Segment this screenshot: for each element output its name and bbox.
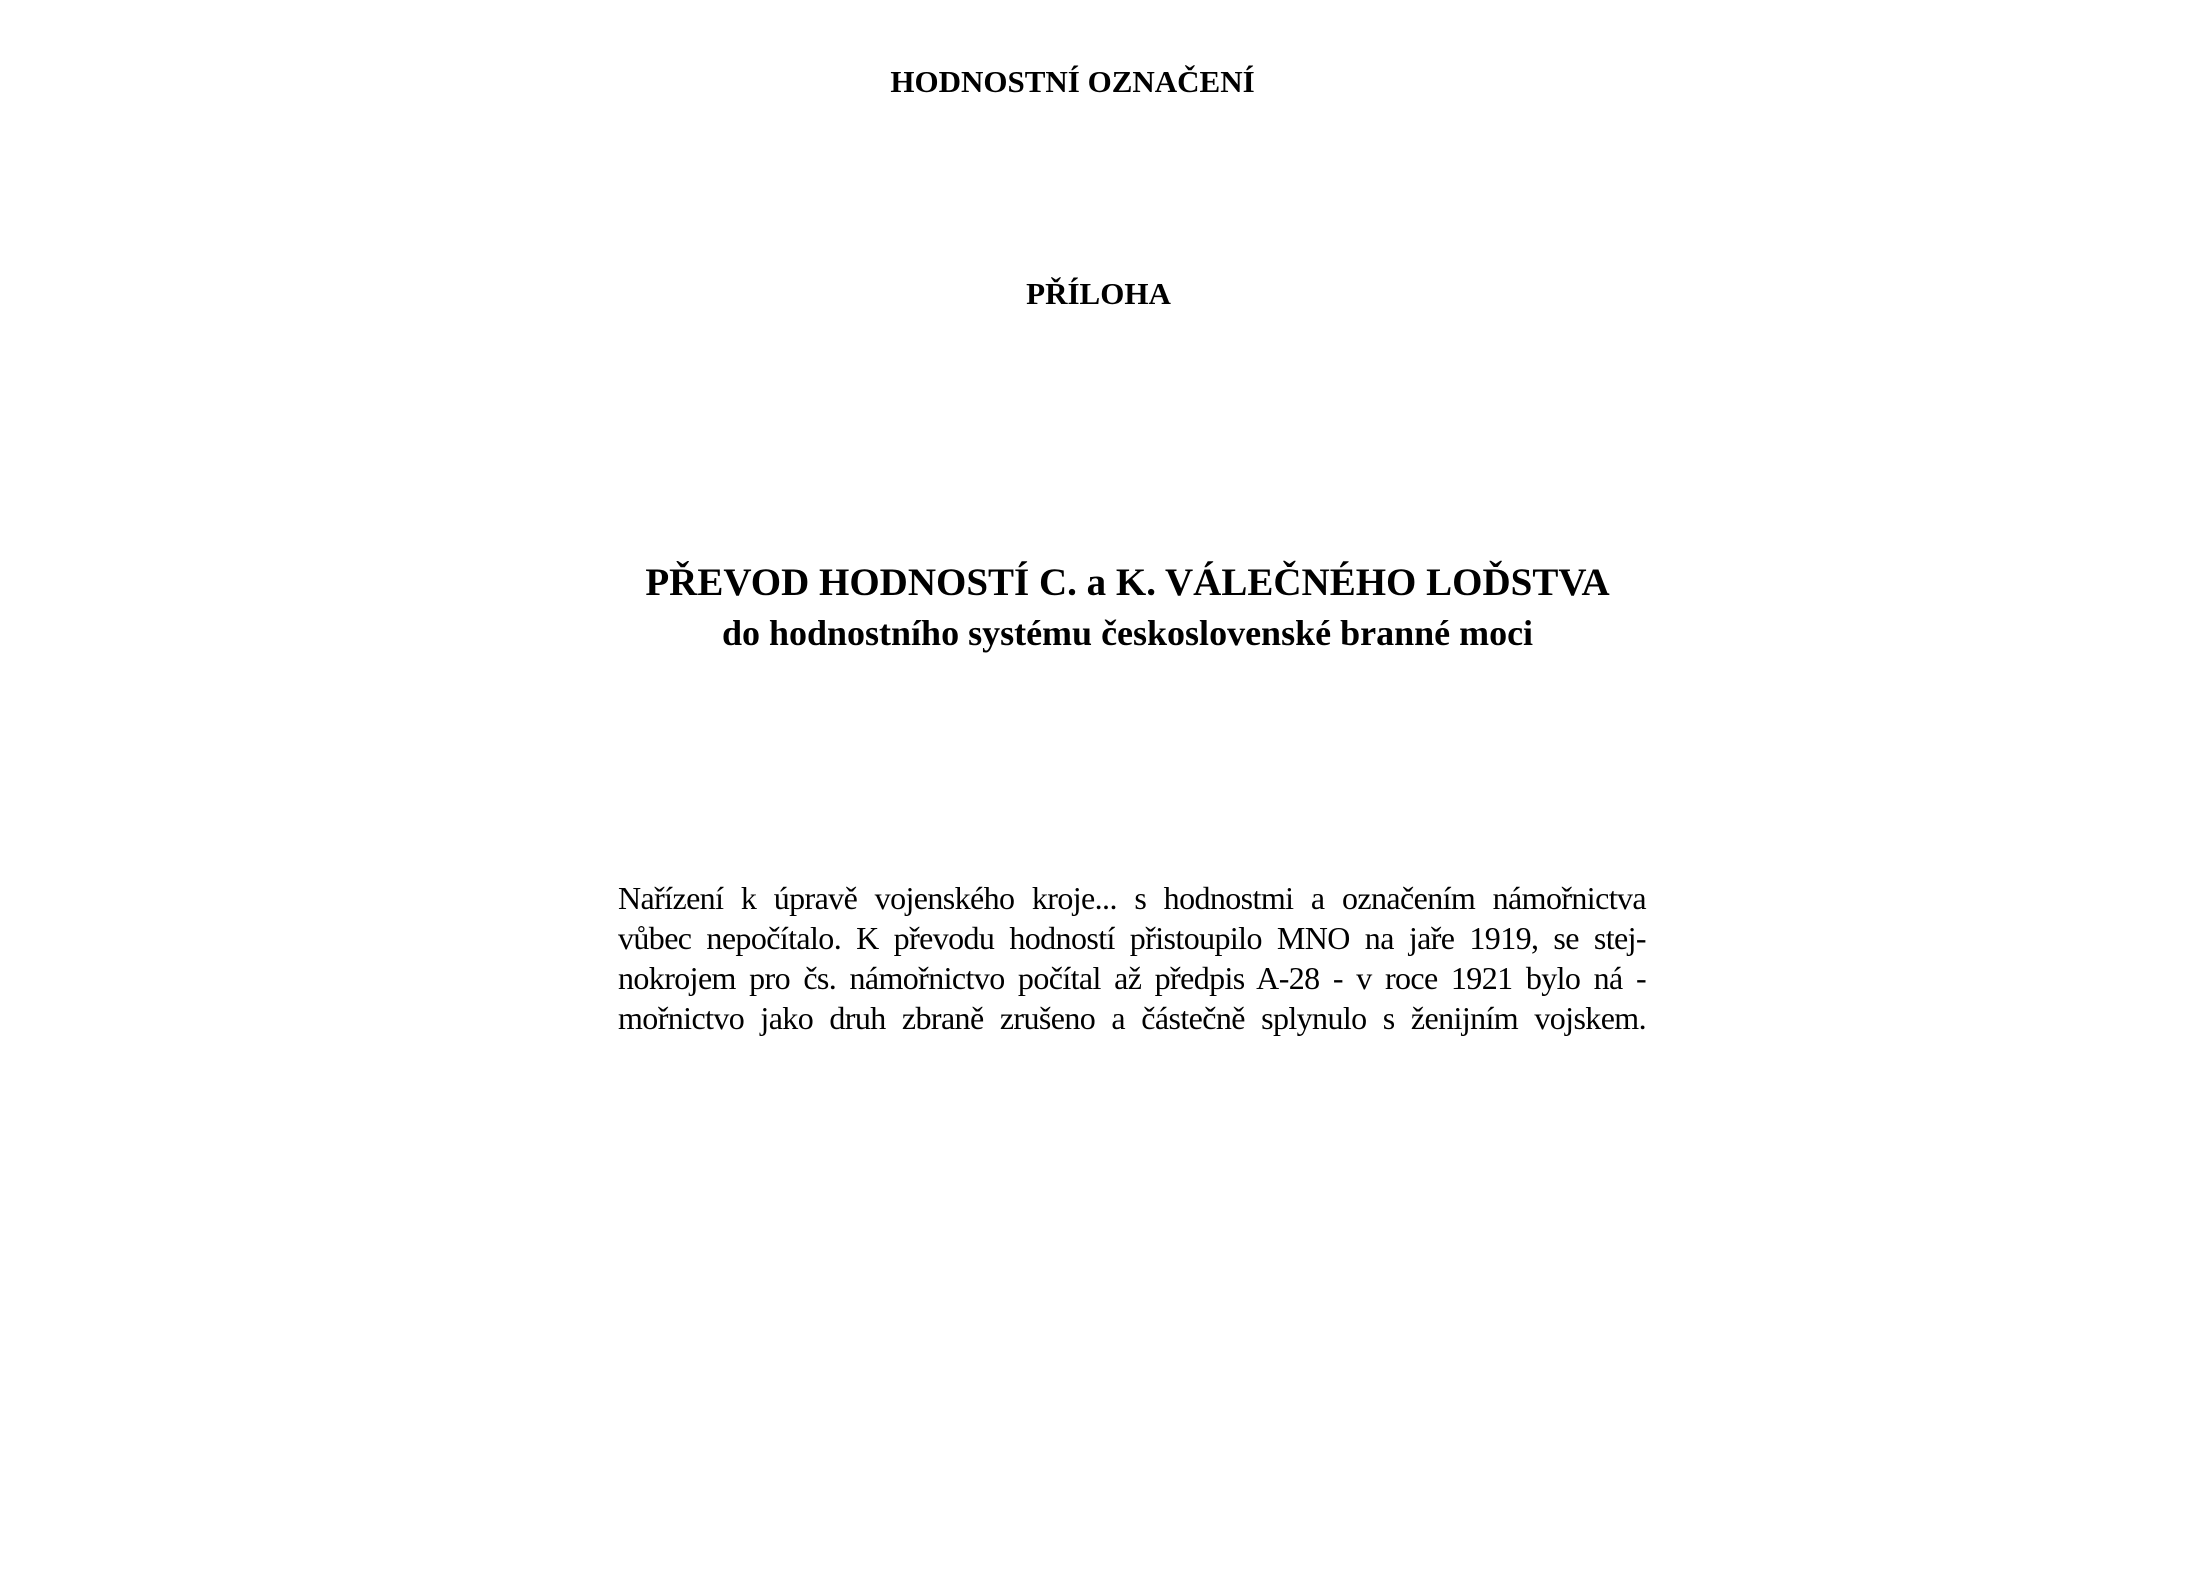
paragraph-line: Nařízení k úpravě vojenského kroje... s hodnostmi a označením námořnictva	[618, 880, 1646, 916]
document-title: PŘEVOD HODNOSTÍ C. a K. VÁLEČNÉHO LOĎSTVA	[645, 561, 1610, 604]
paragraph-line: nokrojem pro čs. námořnictvo počítal až předpis A-28 - v roce 1921 bylo ná -	[618, 960, 1646, 996]
page-header: HODNOSTNÍ OZNAČENÍ	[890, 64, 1255, 99]
section-label: PŘÍLOHA	[1026, 276, 1171, 311]
paragraph-line: vůbec nepočítalo. K převodu hodností přistoupilo MNO na jaře 1919, se stej-	[618, 920, 1646, 956]
document-subtitle: do hodnostního systému československé branné moci	[721, 613, 1534, 653]
intro-paragraph	[618, 878, 1646, 1038]
paragraph-line: mořnictvo jako druh zbraně zrušeno a částečně splynulo s ženijním vojskem.	[618, 1000, 1646, 1036]
